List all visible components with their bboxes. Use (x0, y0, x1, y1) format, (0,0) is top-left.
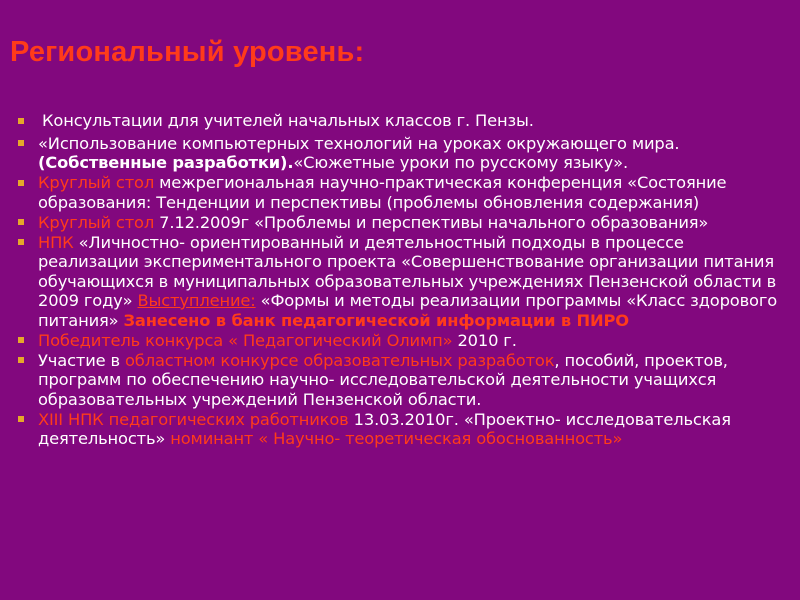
item-text: 13.03.2010г. «Проектно- исследовательская деятельность» (38, 409, 731, 448)
item-text: «Личностно- ориентированный и деятельностный подходы в процессе реализации экспериментального проекта «Совершенствование организации питания обучающихся в муниципальных образовательных учреждениях Пензенской области в 2009 году» (38, 232, 777, 310)
item-text: межрегиональная научно-практическая конференция «Состояние образования: Тенденции и перспективы (проблемы обновления содержания) (38, 173, 727, 212)
item-highlight-text: областном конкурсе образовательных разработок (125, 350, 555, 370)
item-highlight-text: Победитель конкурса « Педагогический Олимп» (38, 330, 458, 350)
list-item (12, 111, 788, 131)
bullet-marker-icon (18, 416, 24, 422)
bullet-list (12, 111, 788, 449)
item-highlight-text: Круглый стол (38, 173, 160, 192)
item-highlight-text: номинант « Научно- теоретическая обоснованность» (170, 429, 623, 448)
item-highlight-text[interactable]: Выступление: (137, 291, 256, 310)
item-text: 2010 г. (457, 330, 517, 350)
list-item (12, 173, 788, 212)
item-text: 7.12.2009г «Проблемы и перспективы начального образования» (159, 212, 709, 232)
list-item (12, 351, 788, 410)
item-text: «Сюжетные уроки по русскому языку». (293, 153, 628, 172)
list-item (12, 213, 788, 233)
list-item (12, 233, 788, 331)
item-highlight-text: Круглый стол (38, 212, 160, 232)
item-highlight-text: XIII НПК педагогических работников (38, 409, 354, 429)
bullet-marker-icon (18, 357, 24, 363)
item-text: , пособий, проектов, программ по обеспечению научно- исследовательской деятельности учащихся образовательных учреждений Пензенской области. (38, 350, 728, 409)
bullet-marker-icon (18, 219, 24, 225)
bullet-marker-icon (18, 180, 24, 186)
item-highlight-text: НПК (38, 232, 79, 252)
item-text: Участие в (38, 350, 125, 370)
bullet-marker-icon (18, 140, 24, 146)
item-highlight-text: Занесено в банк педагогической информации в ПИРО (123, 310, 629, 330)
list-item (12, 410, 788, 449)
slide-title: Региональный уровень: (10, 36, 365, 68)
list-item (12, 134, 788, 173)
bullet-marker-icon (18, 239, 24, 245)
bullet-marker-icon (18, 118, 24, 124)
item-text: Консультации для учителей начальных классов г. Пензы. (42, 111, 534, 130)
item-highlight-text: (Собственные разработки). (38, 153, 294, 172)
bullet-marker-icon (18, 337, 24, 343)
list-item (12, 331, 788, 351)
item-text: «Формы и методы реализации программы «Класс здорового питания» (38, 291, 778, 330)
item-text: «Использование компьютерных технологий на уроках окружающего мира. (38, 133, 680, 153)
